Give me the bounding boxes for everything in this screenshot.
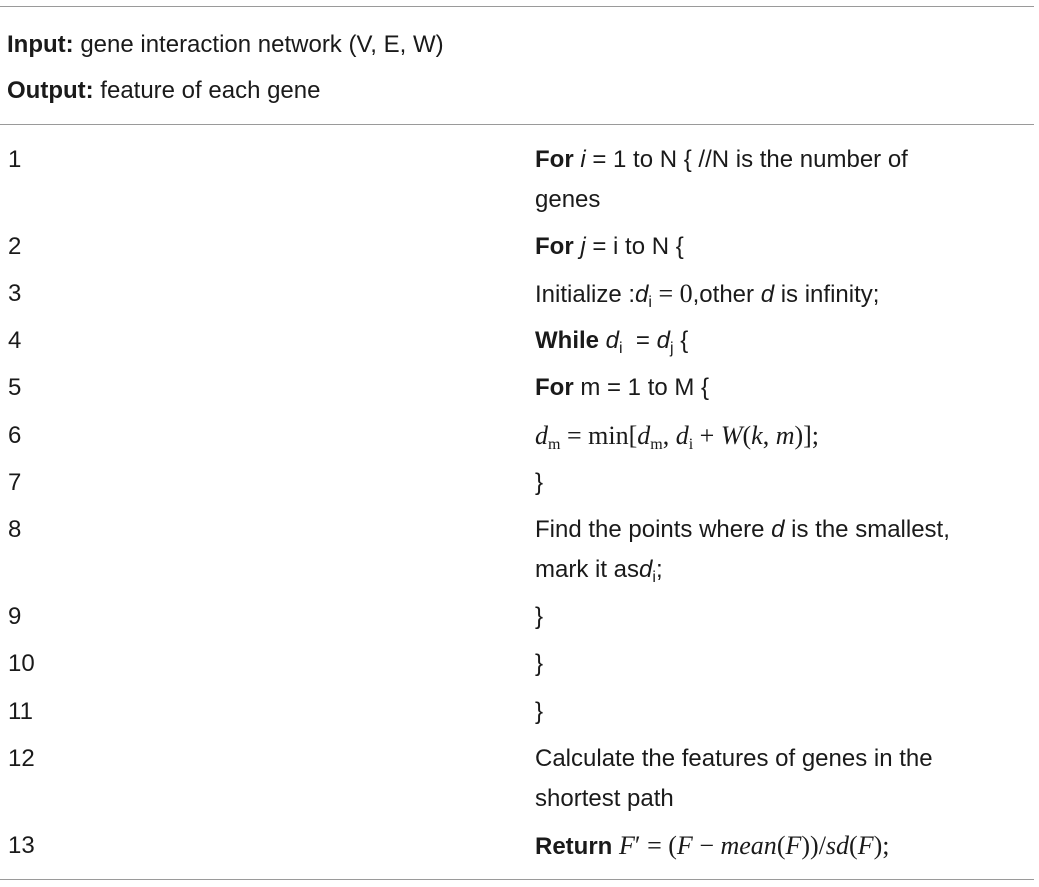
line-number: 1 bbox=[8, 146, 22, 173]
subscript: j bbox=[669, 340, 674, 357]
keyword: While bbox=[535, 327, 599, 354]
code-text: Calculate the features of genes in the bbox=[535, 745, 933, 772]
line-number: 8 bbox=[8, 516, 22, 543]
keyword: For bbox=[535, 233, 574, 260]
header-rule bbox=[0, 124, 1034, 125]
subscript: i bbox=[648, 294, 652, 311]
code-cell bbox=[535, 416, 1030, 457]
code-text: } bbox=[535, 603, 544, 630]
code-text: = 1 to N { //N is the number of bbox=[585, 146, 908, 173]
variable: d bbox=[760, 281, 775, 308]
line-number: 12 bbox=[8, 745, 35, 772]
keyword: Return bbox=[535, 833, 613, 860]
subscript: i bbox=[652, 569, 656, 586]
line-number: 9 bbox=[8, 603, 22, 630]
code-cell bbox=[535, 826, 1030, 867]
variable: d bbox=[639, 556, 653, 583]
code-text: } bbox=[535, 650, 544, 677]
line-number: 3 bbox=[8, 280, 22, 307]
code-cell bbox=[535, 510, 1030, 590]
code-cell bbox=[535, 739, 1030, 819]
equation: = 0 bbox=[651, 279, 693, 308]
line-number: 10 bbox=[8, 650, 35, 677]
line-number: 4 bbox=[8, 327, 22, 354]
keyword: For bbox=[535, 374, 574, 401]
top-rule bbox=[0, 6, 1034, 7]
code-text: Initialize : bbox=[535, 281, 636, 308]
input-label: Input: bbox=[7, 31, 74, 58]
code-text: ,other bbox=[692, 281, 761, 308]
keyword: For bbox=[535, 146, 574, 173]
output-line bbox=[7, 77, 320, 105]
code-text-continued: shortest path bbox=[535, 785, 674, 812]
code-text: ; bbox=[655, 556, 663, 583]
code-text: is infinity; bbox=[774, 281, 880, 308]
equation: = bbox=[622, 327, 657, 354]
code-cell bbox=[535, 274, 1030, 315]
variable: i bbox=[580, 146, 586, 173]
code-text-continued: genes bbox=[535, 186, 601, 213]
variable: j bbox=[580, 233, 586, 260]
variable: d bbox=[771, 516, 785, 543]
output-label: Output: bbox=[7, 77, 94, 104]
code-text: { bbox=[673, 327, 689, 354]
code-cell bbox=[535, 227, 1030, 267]
code-text: = i to N { bbox=[585, 233, 684, 260]
code-text: } bbox=[535, 698, 544, 725]
code-text: } bbox=[535, 469, 544, 496]
code-cell bbox=[535, 368, 1030, 408]
subscript: i bbox=[619, 340, 623, 357]
line-number: 6 bbox=[8, 422, 22, 449]
line-number: 5 bbox=[8, 374, 22, 401]
code-cell bbox=[535, 463, 1030, 503]
line-number: 7 bbox=[8, 469, 22, 496]
variable: d bbox=[605, 327, 620, 354]
code-text: Find the points where bbox=[535, 516, 772, 543]
code-text-continued: mark it as bbox=[535, 556, 640, 583]
code-cell bbox=[535, 321, 1030, 361]
input-line bbox=[7, 31, 444, 59]
line-number: 11 bbox=[8, 698, 33, 725]
line-number: 13 bbox=[8, 832, 35, 859]
variable: d bbox=[635, 281, 649, 308]
formula: F′ = (F − mean(F))/sd(F); bbox=[619, 831, 890, 860]
bottom-rule bbox=[0, 879, 1034, 880]
variable: d bbox=[656, 327, 670, 354]
code-cell bbox=[535, 597, 1030, 637]
code-cell bbox=[535, 644, 1030, 684]
input-text: gene interaction network (V, E, W) bbox=[80, 31, 444, 58]
code-cell bbox=[535, 140, 1030, 220]
code-cell bbox=[535, 692, 1030, 732]
code-text: m = 1 to M { bbox=[573, 374, 710, 401]
output-text: feature of each gene bbox=[100, 77, 321, 104]
formula: $d_m = \min[d_m$, $d_i + W(k$, m)]; bbox=[535, 421, 820, 453]
code-text: is the smallest, bbox=[784, 516, 950, 543]
line-number: 2 bbox=[8, 233, 22, 260]
